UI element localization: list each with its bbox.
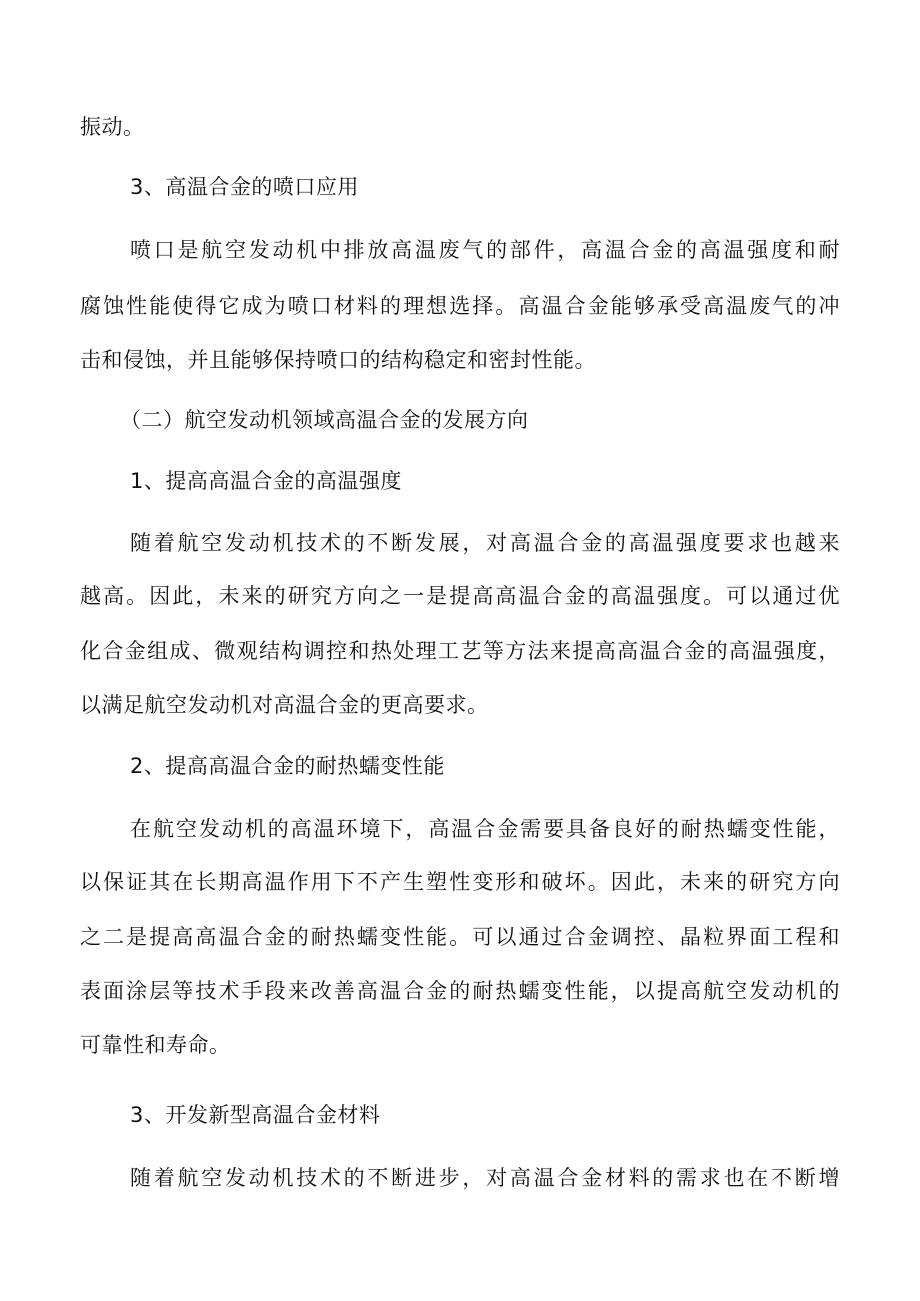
paragraph-line: 喷口是航空发动机中排放高温废气的部件，高温合金的高温强度和耐 [130, 238, 840, 262]
heading-nozzle-application: 3、高温合金的喷口应用 [130, 175, 359, 199]
paragraph-line: 化合金组成、微观结构调控和热处理工艺等方法来提高高温合金的高温强度， [80, 639, 840, 663]
paragraph-line: 击和侵蚀，并且能够保持喷口的结构稳定和密封性能。 [80, 348, 596, 372]
paragraph-line: 腐蚀性能使得它成为喷口材料的理想选择。高温合金能够承受高温废气的冲 [80, 294, 840, 318]
paragraph-line: 之二是提高高温合金的耐热蠕变性能。可以通过合金调控、晶粒界面工程和 [80, 925, 840, 949]
heading-high-temp-strength: 1、提高高温合金的高温强度 [130, 469, 402, 493]
heading-new-materials: 3、开发新型高温合金材料 [130, 1103, 381, 1127]
paragraph-line: 振动。 [80, 115, 145, 139]
paragraph-line: 随着航空发动机技术的不断发展，对高温合金的高温强度要求也越来 [130, 531, 840, 555]
section-title: （二）航空发动机领域高温合金的发展方向 [120, 408, 529, 432]
paragraph-line: 可靠性和寿命。 [80, 1033, 231, 1057]
heading-creep-resistance: 2、提高高温合金的耐热蠕变性能 [130, 754, 445, 778]
paragraph-line: 随着航空发动机技术的不断进步，对高温合金材料的需求也在不断增 [130, 1166, 840, 1190]
paragraph-line: 表面涂层等技术手段来改善高温合金的耐热蠕变性能，以提高航空发动机的 [80, 979, 840, 1003]
paragraph-line: 在航空发动机的高温环境下，高温合金需要具备良好的耐热蠕变性能， [130, 817, 840, 841]
paragraph-line: 以满足航空发动机对高温合金的更高要求。 [80, 693, 489, 717]
paragraph-line: 以保证其在长期高温作用下不产生塑性变形和破坏。因此，未来的研究方向 [80, 870, 840, 894]
paragraph-line: 越高。因此，未来的研究方向之一是提高高温合金的高温强度。可以通过优 [80, 584, 840, 608]
